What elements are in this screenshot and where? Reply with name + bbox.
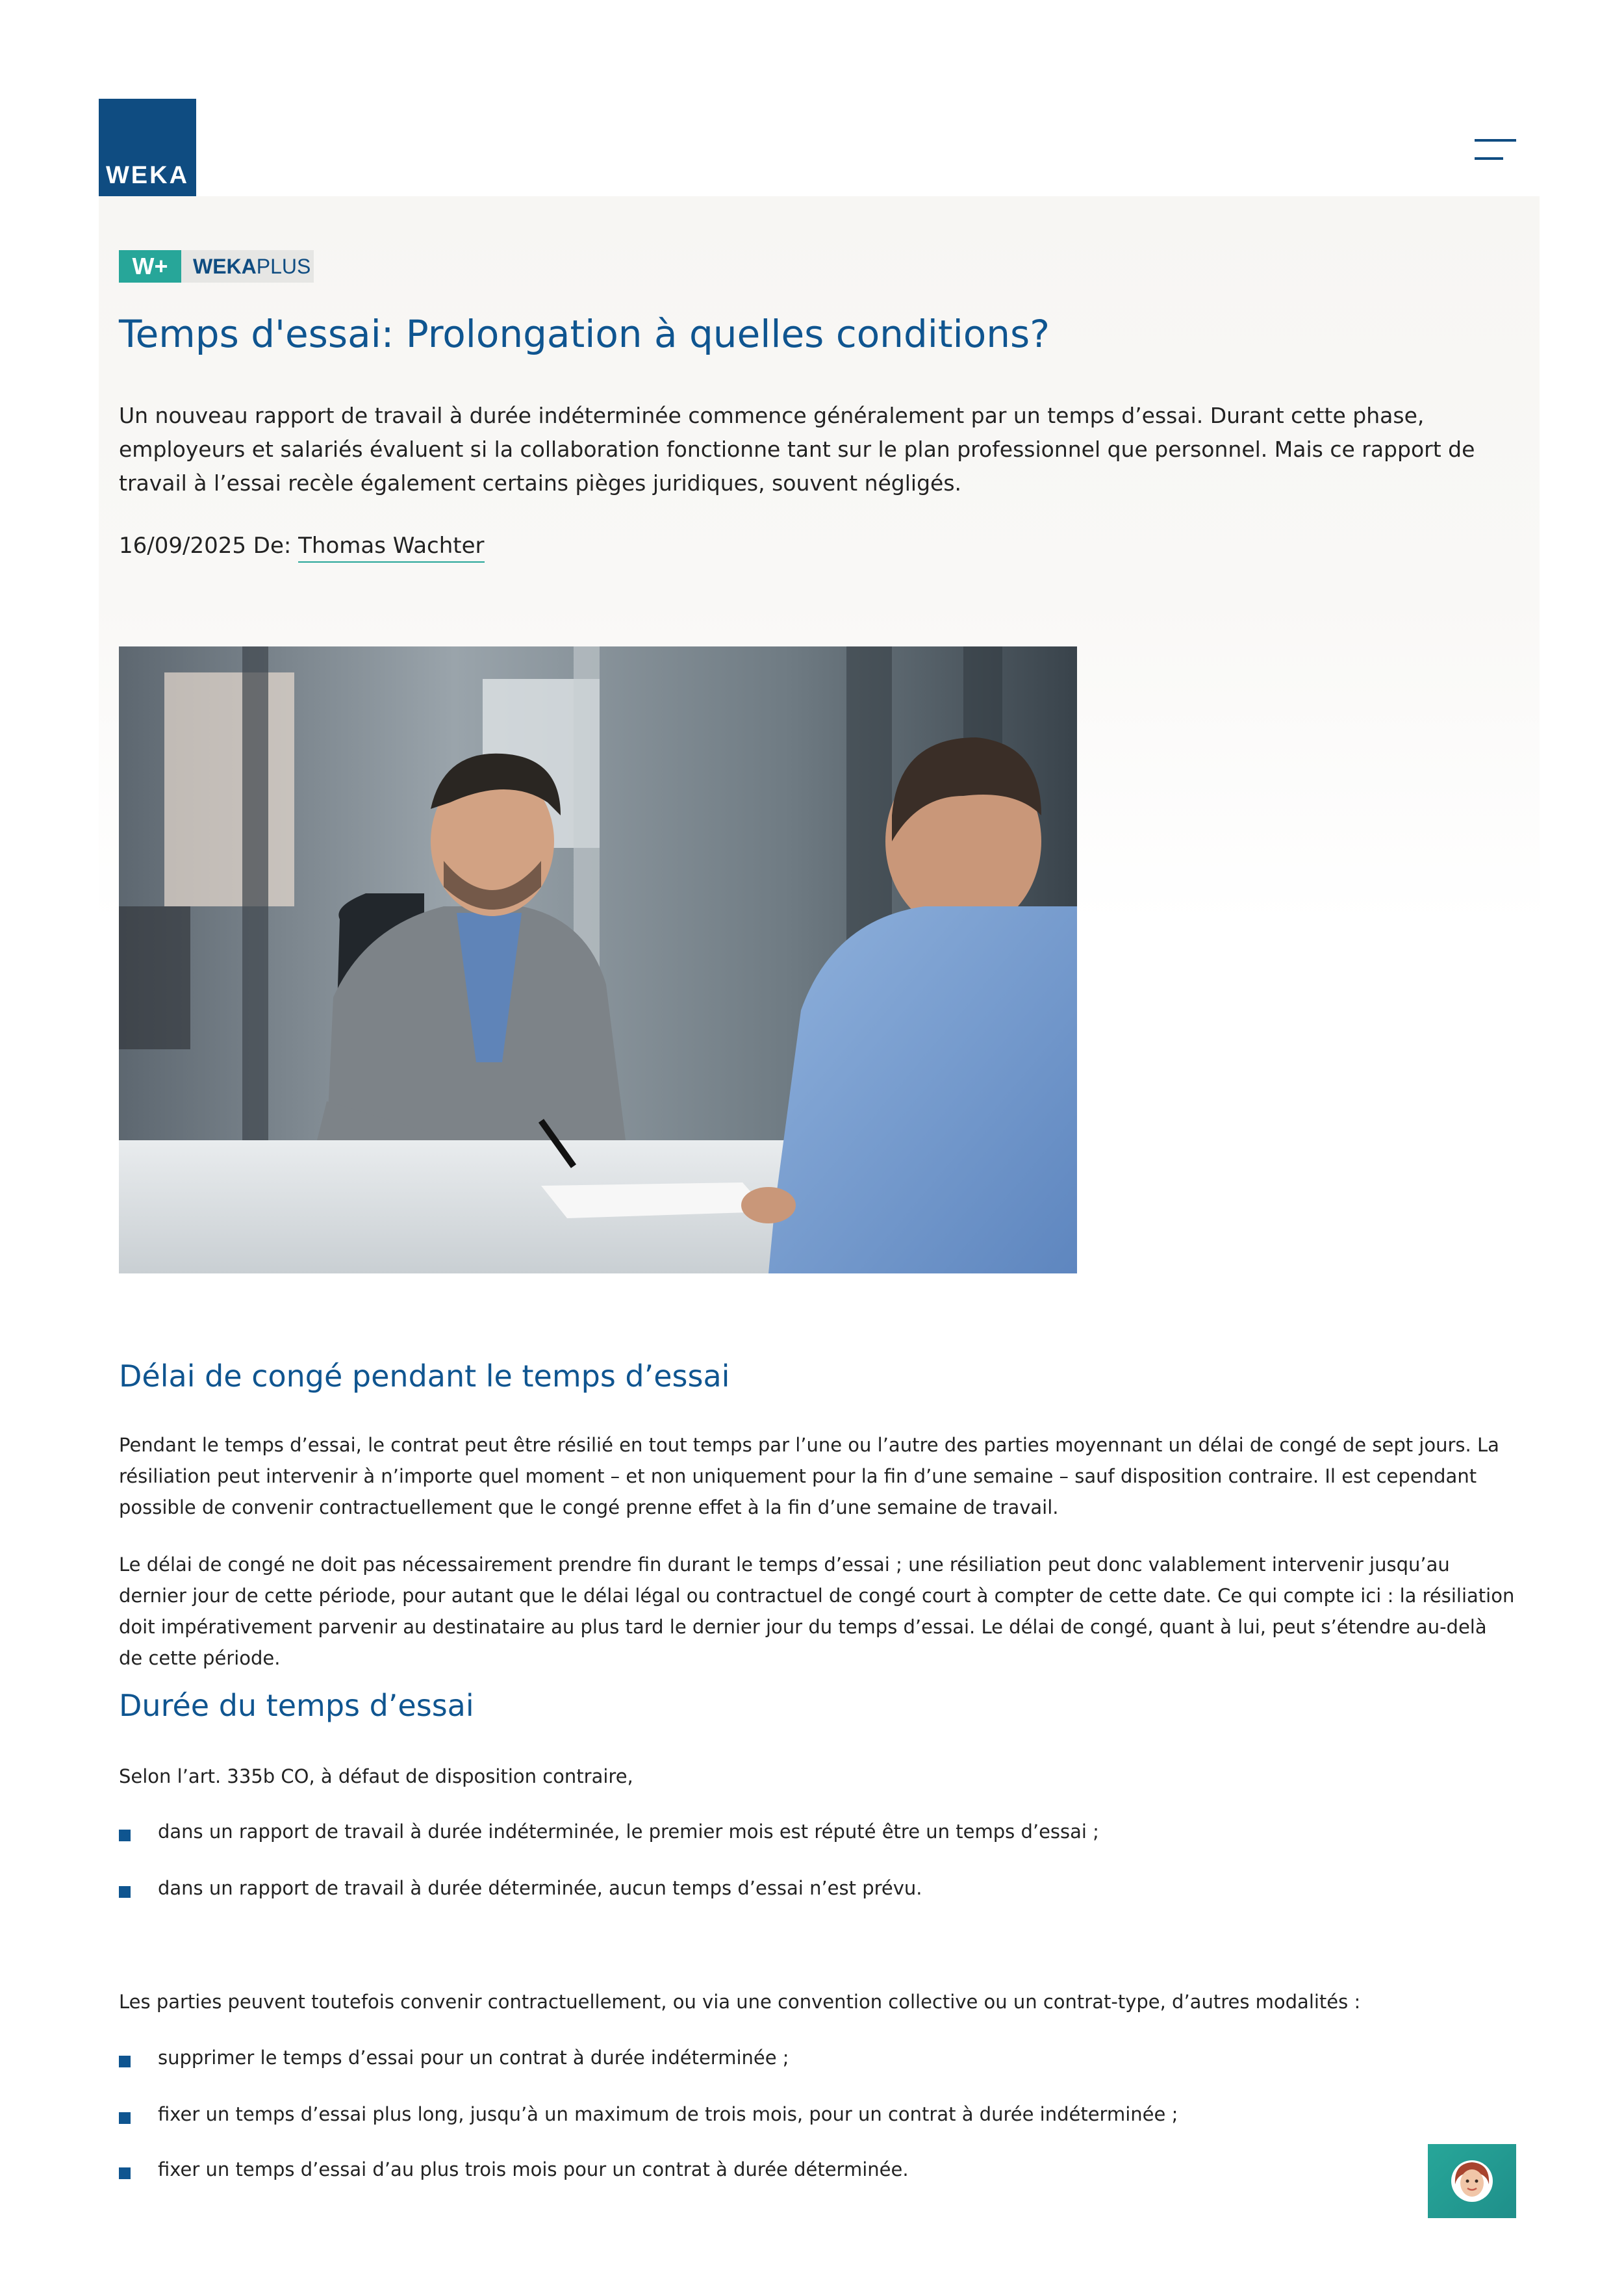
section-paragraph: Pendant le temps d’essai, le contrat peut être résilié en tout temps par l’une ou l’autre des parties moyennant un délai de congé de sept jours. La résiliation peut intervenir à n’importe quel moment – et non uniquement pour la fin d’une semaine – sauf disposition contraire. Il est cependant possible de convenir contractuellement que le congé prenne effet à la fin d’une semaine de travail. (119, 1434, 1499, 1518)
bullet-square-icon (119, 1886, 131, 1898)
list-item-text: fixer un temps d’essai plus long, jusqu’à un maximum de trois mois, pour un contrat à durée indéterminée ; (158, 2103, 1178, 2125)
chat-assistant-button[interactable] (1428, 2144, 1516, 2218)
list-item (119, 2042, 789, 2073)
wekaplus-label-regular: PLUS (256, 254, 311, 278)
wekaplus-badge (119, 250, 314, 283)
section-heading-delai: Délai de congé pendant le temps d’essai (119, 1359, 730, 1394)
hamburger-menu-icon[interactable] (1475, 138, 1516, 164)
list-item (119, 2099, 1178, 2130)
bullet-square-icon (119, 2167, 131, 2179)
section-heading-duree: Durée du temps d’essai (119, 1688, 474, 1723)
section-paragraph: Le délai de congé ne doit pas nécessairement prendre fin durant le temps d’essai ; une résiliation peut donc valablement intervenir jusqu’au dernier jour de cette période, pour autant que le délai légal ou contractuel de congé court à compter de cette date. Ce qui compte ici : la résiliation doit impérativement parvenir au destinataire au plus tard le dernier jour du temps d’essai. Le délai de congé, quant à lui, peut s’étendre au-delà de cette période. (119, 1553, 1515, 1669)
chat-assistant-avatar-icon (1428, 2144, 1516, 2218)
article-lead: Un nouveau rapport de travail à durée indéterminée commence généralement par un temps d’essai. Durant cette phase, employeurs et salariés évaluent si la collaboration fonctionne tant sur le plan professionnel que personnel. Mais ce rapport de travail à l’essai recèle également certains pièges juridiques, souvent négligés. (119, 403, 1475, 496)
wekaplus-label (193, 255, 311, 279)
section-intro: Selon l’art. 335b CO, à défaut de disposition contraire, (119, 1765, 633, 1787)
list-item (119, 2154, 909, 2185)
list-item-text: fixer un temps d’essai d’au plus trois mois pour un contrat à durée déterminée. (158, 2158, 909, 2180)
page-title: Temps d'essai: Prolongation à quelles conditions? (119, 312, 1050, 356)
logo-text: WEKA (105, 162, 190, 189)
author-link[interactable]: Thomas Wachter (298, 533, 484, 563)
wekaplus-label-bold: WEKA (193, 254, 257, 278)
article-meta (119, 533, 485, 559)
list-item-text: dans un rapport de travail à durée indéterminée, le premier mois est réputé être un temps d’essai ; (158, 1820, 1099, 1843)
bullet-square-icon (119, 2112, 131, 2124)
list-item-text: supprimer le temps d’essai pour un contrat à durée indéterminée ; (158, 2047, 789, 2069)
list-item (119, 1872, 922, 1904)
wekaplus-mark: W+ (119, 250, 181, 283)
bullet-square-icon (119, 1830, 131, 1841)
list-item-text: dans un rapport de travail à durée déterminée, aucun temps d’essai n’est prévu. (158, 1877, 922, 1899)
article-photo (119, 646, 1077, 1273)
author-prefix: De: (253, 533, 292, 559)
list-item (119, 1816, 1099, 1847)
section-intro-2: Les parties peuvent toutefois convenir contractuellement, ou via une convention collective ou un contrat-type, d’autres modalités : (119, 1991, 1361, 2013)
article-date: 16/09/2025 (119, 533, 246, 559)
bullet-square-icon (119, 2056, 131, 2067)
weka-logo[interactable] (99, 99, 196, 196)
